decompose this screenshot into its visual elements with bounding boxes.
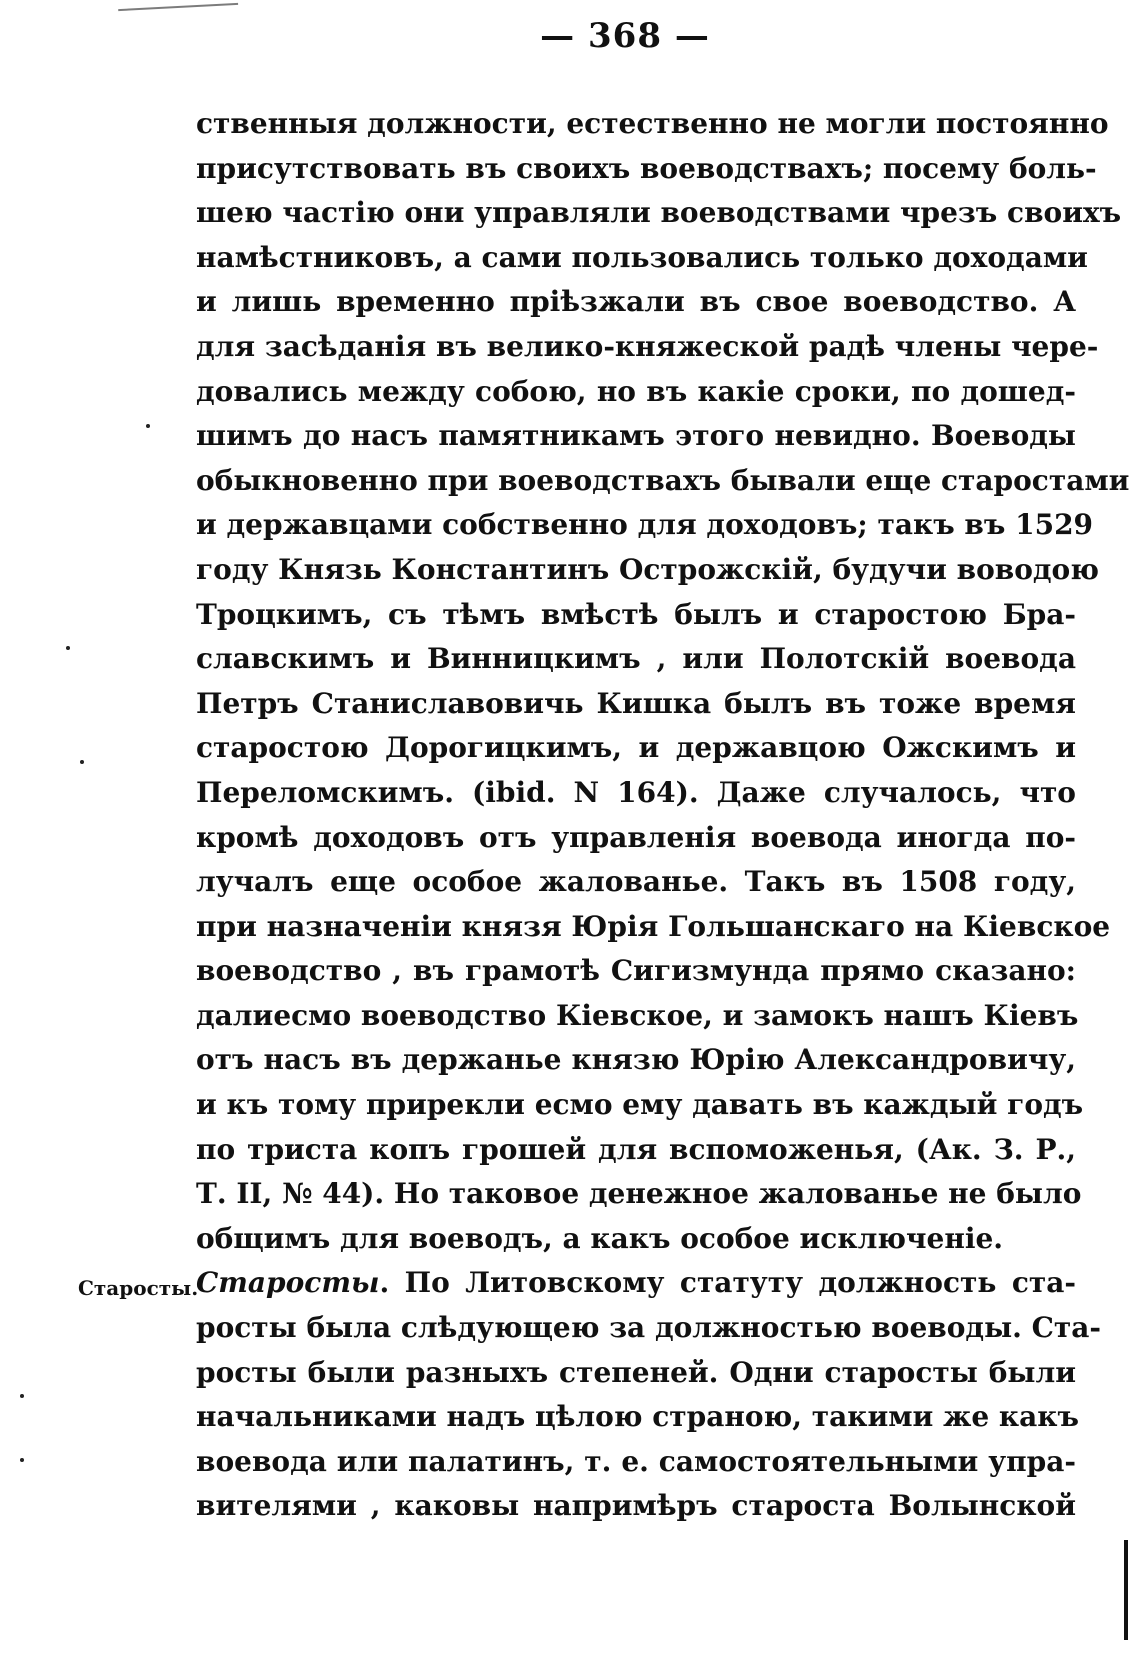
text-line: кромѣ доходовъ отъ управленія воевода иногда по- [196,820,1076,854]
text-line: шимъ до насъ памятникамъ этого невидно. Воеводы [196,419,1076,453]
text-line: при назначеніи князя Юрія Гольшанскаго на Кіевское [196,909,1111,943]
gutter-dot [80,760,84,764]
text-line: по триста копъ грошей для вспоможенья, (Ак. З. Р., [196,1132,1076,1166]
page-number: — 368 — [540,16,710,56]
text-line: Троцкимъ, съ тѣмъ вмѣстѣ былъ и старостою Бра- [196,597,1076,631]
text-line: и лишь временно пріѣзжали въ свое воеводство. А [196,285,1076,319]
text-line: начальниками надъ цѣлою страною, такими же какъ [196,1400,1079,1434]
text-line: славскимъ и Винницкимъ , или Полотскій воевода [196,642,1076,676]
body-text [196,102,1130,1529]
text-line: общимъ для воеводъ, а какъ особое исключеніе. [196,1221,1004,1255]
text-line: году Князь Константинъ Острожскій, будучи вoводою [196,552,1099,586]
text-line: Переломскимъ. (ibid. N 164). Даже случалось, что [196,775,1076,809]
gutter-dot [146,424,150,428]
text-line: Петръ Станиславовичь Кишка былъ въ тоже время [196,686,1076,720]
scan-edge-mark [118,0,238,11]
text-line: обыкновенно при воеводствахъ бывали еще старостами [196,463,1130,497]
text-line: росты были разныхъ степеней. Одни старосты были [196,1355,1076,1389]
text-line: ственныя должности, естественно не могли постоянно [196,107,1109,140]
scan-edge-bar [1124,1540,1128,1640]
text-line: старостою Дорогицкимъ, и державцою Ожскимъ и [196,731,1076,765]
text-line: и державцами собственно для доходовъ; такъ въ 1529 [196,508,1094,542]
gutter-dot [20,1458,24,1462]
text-line: воеводство , въ грамотѣ Сигизмунда прямо сказано: [196,954,1076,988]
section-first-line [196,1261,1076,1306]
text-line: довались между собою, но въ какіе сроки, по дошед- [196,374,1076,408]
text-line: далиесмо воеводство Кіевское, и замокъ нашъ Кіевъ [196,998,1079,1032]
text-line: намѣстниковъ, а сами пользовались только доходами [196,240,1088,274]
text-line: лучалъ еще особое жалованье. Такъ въ 1508 году, [196,865,1076,899]
text-line: воевода или палатинъ, т. е. самостоятельными упра- [196,1444,1076,1478]
section-heading-starosty: Старосты [196,1266,380,1300]
text-line: Т. II, № 44). Но таковое денежное жалованье не было [196,1177,1082,1211]
text-line: присутствовать въ своихъ воеводствахъ; посему боль- [196,151,1097,185]
text-line: шею частію они управляли воеводствами чрезъ своихъ [196,196,1122,230]
margin-note-starosty: Старосты. [78,1276,199,1300]
gutter-dot [66,646,70,650]
text-line: вителями , каковы напримѣръ староста Волынской [196,1489,1076,1523]
text-line: отъ насъ въ держанье князю Юрію Александровичу, [196,1043,1076,1077]
text-line: росты была слѣдующею за должностью воеводы. Ста- [196,1311,1102,1345]
text-line: и къ тому прирекли есмо ему давать въ каждый годъ [196,1088,1084,1122]
text-line: для засѣданія въ велико-княжеской радѣ члены чере- [196,329,1099,363]
section-first-line-rest: . По Литовскому статуту должность ста- [379,1266,1076,1300]
gutter-dot [20,1394,24,1398]
